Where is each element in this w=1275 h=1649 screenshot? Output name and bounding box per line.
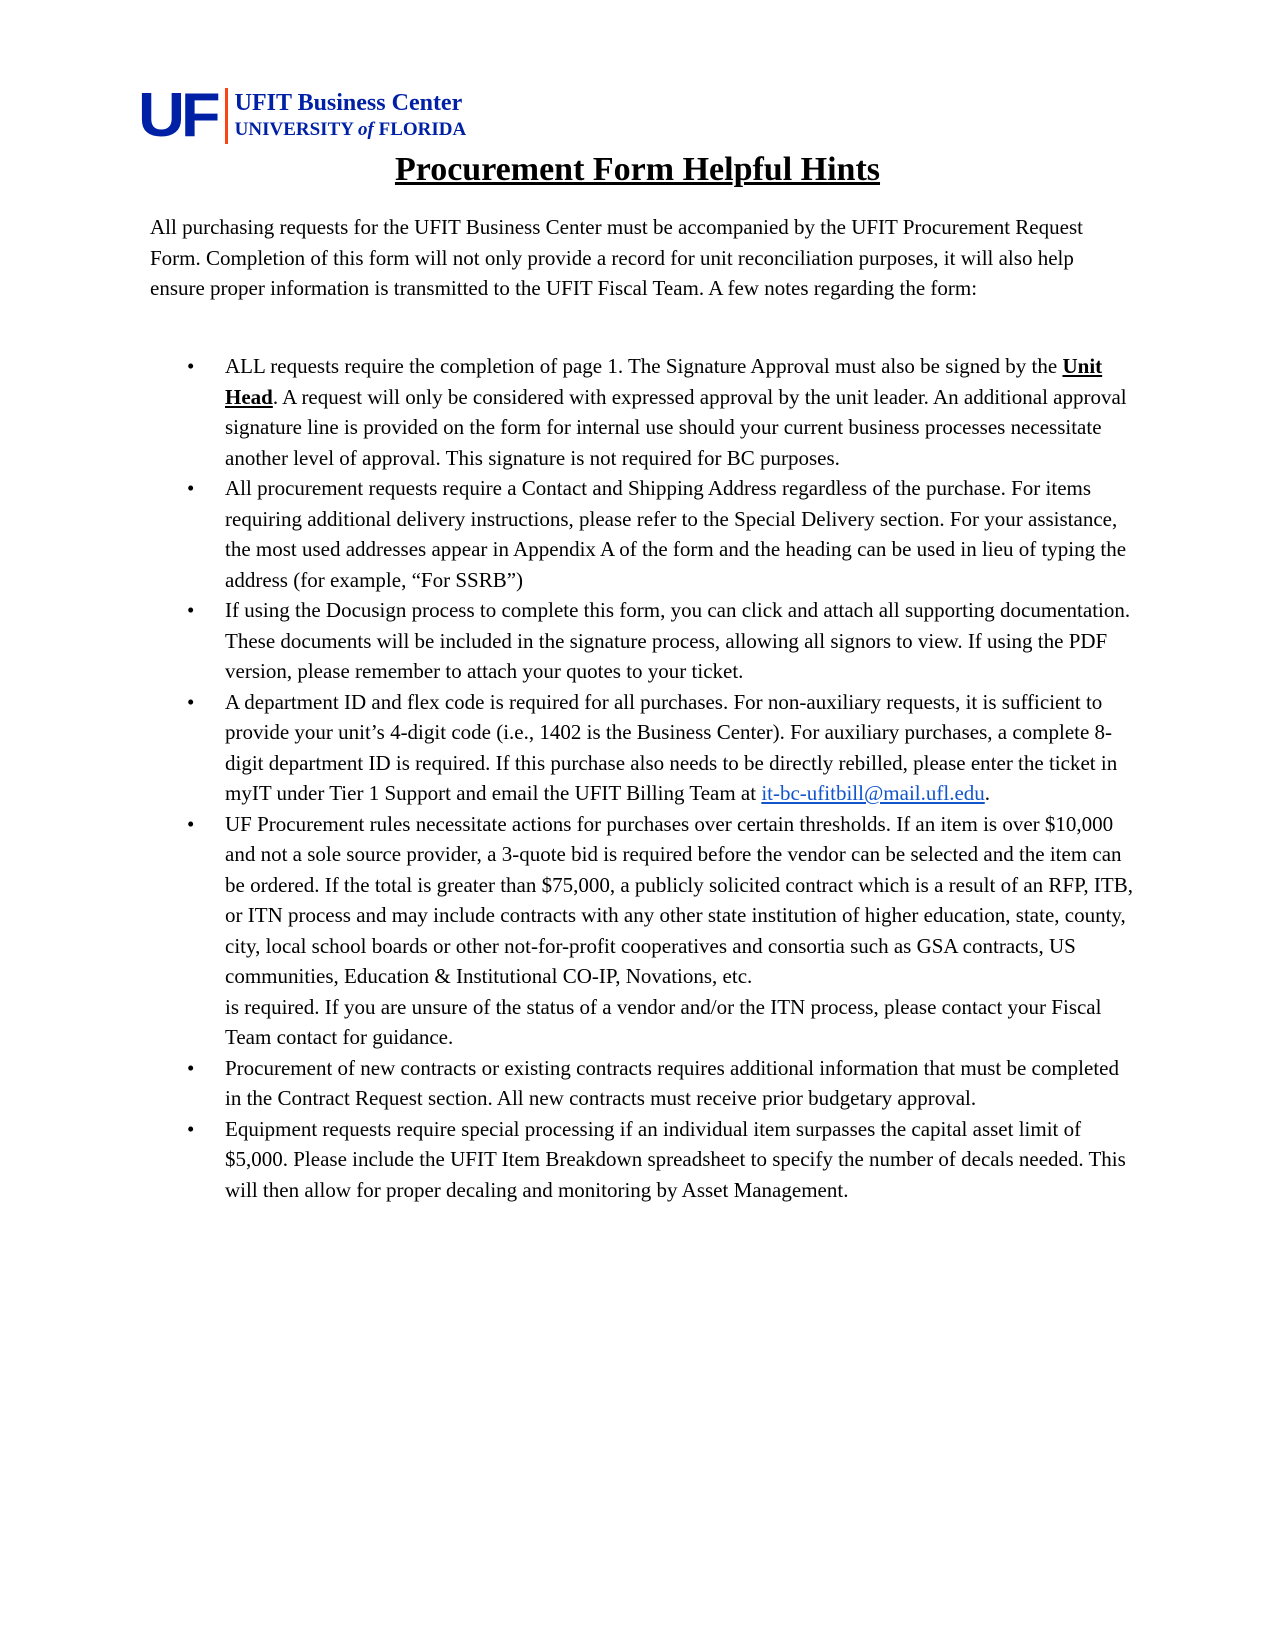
bullet-icon: •: [187, 354, 195, 378]
logo-line2-pre: UNIVERSITY: [234, 119, 359, 140]
bullet-icon: •: [187, 476, 195, 500]
hint-text: If using the Docusign process to complete this form, you can click and attach all supporting documentation. These documents will be included in the signature process, allowing all signors to view. If using the PDF version, please remember to attach your quotes to your ticket.: [225, 598, 1131, 683]
hint-item-signature-approval: [150, 351, 1135, 473]
hint-item-contracts: [150, 1053, 1135, 1114]
intro-paragraph: All purchasing requests for the UFIT Business Center must be accompanied by the UFIT Procurement Request Form. Completion of this form will not only provide a record for unit reconciliation purposes, it will also help ensure proper information is transmitted to the UFIT Fiscal Team. A few notes regarding the form:: [150, 215, 1083, 300]
bullet-icon: •: [187, 1055, 195, 1080]
logo-line-university: [235, 117, 467, 143]
hint-text-continuation: is required. If you are unsure of the status of a vendor and/or the ITN process, please contact your Fiscal Team contact for guidance.: [225, 994, 1102, 1049]
unit-head-emphasis: Unit Head: [225, 354, 1103, 409]
hint-text: UF Procurement rules necessitate actions for purchases over certain thresholds. If an item is over $10,000 and not a sole source provider, a 3-quote bid is required before the vendor can be selected and the item can be ordered. If the total is greater than $75,000, a publicly solicited contract which is a result of an RFP, ITB, or ITN process and may include contracts with any other state institution of higher education, state, county, city, local school boards or other not-for-profit cooperatives and consortia such as GSA contracts, US communities, Education & Institutional CO-IP, Novations, etc.: [225, 811, 1134, 988]
hint-item-equipment: [150, 1114, 1135, 1206]
hint-item-docusign: [150, 595, 1135, 687]
hint-text-post: . A request will only be considered with expressed approval by the unit leader. An additional approval signature line is provided on the form for internal use should your current business processes necessitate another level of approval. This signature is not required for BC purposes.: [225, 384, 1127, 470]
bullet-icon: •: [187, 811, 195, 836]
logo-line2-of: of: [358, 119, 374, 140]
hint-text: [225, 351, 1135, 473]
hint-text-post: .: [984, 781, 991, 805]
ufit-business-center-logo: [138, 81, 467, 150]
bullet-icon: •: [187, 689, 195, 714]
uf-logo-mark: UF: [138, 81, 217, 150]
bullet-icon: •: [187, 1116, 195, 1141]
logo-line2-post: FLORIDA: [373, 119, 467, 140]
logo-divider: [225, 88, 228, 144]
hint-item-department-id: [150, 687, 1135, 809]
hint-text-pre: ALL requests require the completion of page 1. The Signature Approval must also be signed by the: [225, 354, 1063, 378]
hint-text: Procurement of new contracts or existing contracts requires additional information that must be completed in the Contract Request section. All new contracts must receive prior budgetary approval.: [225, 1055, 1119, 1110]
hint-item-procurement-thresholds: [150, 809, 1135, 1053]
hint-text: [225, 687, 1135, 809]
billing-team-email-link[interactable]: it-bc-ufitbill@mail.ufl.edu: [761, 781, 985, 805]
page-title: Procurement Form Helpful Hints: [394, 151, 881, 188]
hints-list: [150, 351, 1135, 1205]
hint-text: Equipment requests require special processing if an individual item surpasses the capital asset limit of $5,000. Please include the UFIT Item Breakdown spreadsheet to specify the number of decals needed. This will then allow for proper decaling and monitoring by Asset Management.: [225, 1116, 1126, 1202]
logo-wordmark: [235, 88, 467, 144]
bullet-icon: •: [187, 598, 195, 622]
hint-item-shipping-address: [150, 473, 1135, 595]
hint-text: All procurement requests require a Contact and Shipping Address regardless of the purchase. For items requiring additional delivery instructions, please refer to the Special Delivery section. For your assistance, the most used addresses appear in Appendix A of the form and the heading can be used in lieu of typing the address (for example, “For SSRB”): [225, 476, 1127, 592]
hint-text-pre: A department ID and flex code is required for all purchases. For non-auxiliary requests, it is sufficient to provide your unit’s 4-digit code (i.e., 1402 is the Business Center). For auxiliary purchases, a complete 8-digit department ID is required. If this purchase also needs to be directly rebilled, please enter the ticket in myIT under Tier 1 Support and email the UFIT Billing Team at: [225, 689, 1118, 805]
logo-line-business-center: UFIT Business Center: [234, 90, 463, 116]
